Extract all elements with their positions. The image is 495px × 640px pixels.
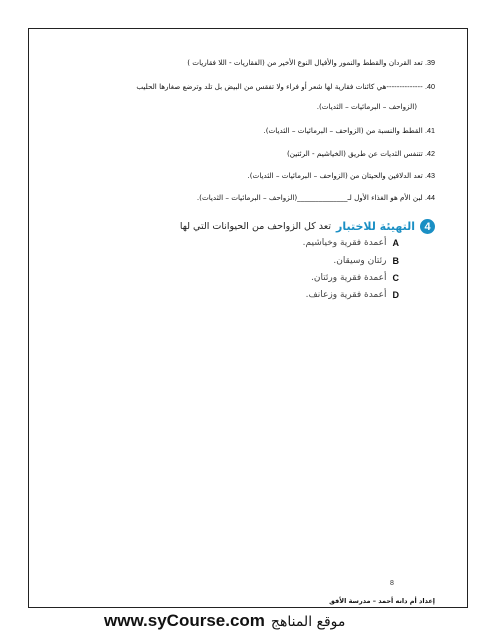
option-letter: A <box>392 238 399 248</box>
site-watermark <box>104 611 345 631</box>
question-number: 41. <box>425 126 435 135</box>
watermark-url: www.syCourse.com <box>104 611 265 630</box>
section-number-badge: 4 <box>420 219 435 234</box>
question-41 <box>263 126 435 136</box>
option-b[interactable] <box>333 256 399 266</box>
question-43 <box>247 171 435 181</box>
question-text: تعد القردان والقطط والنمور والأفيال النوع الأخير من (الفقاريات - اللا فقاريات ) <box>187 58 423 67</box>
question-text: لبن الأم هو الغذاء الأول لـ______________(الزواحف – البرمائيات – الثديات). <box>196 193 423 202</box>
question-40 <box>136 82 435 92</box>
quiz-header <box>180 219 435 234</box>
option-letter: D <box>392 290 399 300</box>
page-number: 8 <box>390 580 394 587</box>
footer-credit: إعداد أم دانه أحمد – مدرسة الأفق <box>329 597 435 605</box>
question-text: تعد الدلافين والحيتان من (الزواحف – البرمائيات – الثديات). <box>247 171 423 180</box>
page-border <box>28 28 468 608</box>
option-text: أعمدة فقرية وخياشيم. <box>302 238 387 248</box>
question-text: تتنفس الثديات عن طريق (الخياشيم - الرئتين) <box>287 149 423 158</box>
watermark-arabic: موقع المناهج <box>270 614 346 630</box>
question-39 <box>187 58 435 68</box>
question-number: 44. <box>425 193 435 202</box>
option-letter: C <box>392 273 399 283</box>
question-number: 39. <box>425 58 435 67</box>
quiz-title: التهيئة للاختبار <box>336 220 415 233</box>
option-text: أعمدة فقرية ورئتان. <box>310 273 387 283</box>
question-number: 42. <box>425 149 435 158</box>
option-text: أعمدة فقرية وزعانف. <box>305 290 387 300</box>
question-44 <box>197 193 435 203</box>
question-40-options <box>317 102 417 112</box>
option-a[interactable] <box>303 238 399 248</box>
question-text: القطط والنسبة من (الزواحف – البرمائيات – الثديات). <box>263 126 423 135</box>
option-c[interactable] <box>311 273 399 283</box>
question-number: 43. <box>425 171 435 180</box>
quiz-question: تعد كل الزواحف من الحيوانات التي لها <box>179 221 331 232</box>
option-d[interactable] <box>306 290 399 300</box>
question-number: 40. <box>425 82 435 91</box>
question-text: --------------هي كائنات فقارية لها شعر أو فراء ولا تفقس من البيض بل تلد وترضع صغارها الحليب <box>136 82 423 91</box>
option-letter: B <box>392 256 399 266</box>
option-text: رئتان وسيقان. <box>333 256 387 266</box>
question-text: (الزواحف – البرمائيات – الثديات). <box>316 102 417 111</box>
question-42 <box>287 149 435 159</box>
